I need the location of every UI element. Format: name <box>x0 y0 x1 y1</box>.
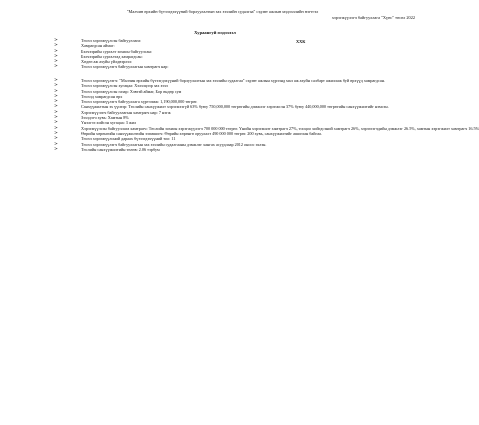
list-item: > Үнэлгээ хийсэн хугацаа: 3 жил <box>54 120 137 126</box>
list-item: > Бэлчээрийн сургалтад хамрагдсан: <box>54 53 143 59</box>
list-item: > Хэрэгжүүлсэн байгууллага хамтрагч: Төслийн зохион хэрэгжүүлэгч 700 000 000 төгрөг. Үнийн хэрэгжилт хамтрагч 27%, тооцоо хийгдсэний хамтрагч 26%, хэрэглэгчдийн дэмжлэг 26.5%, хамтын хэрэгжилт хамтрагч 16.5% <box>54 125 479 131</box>
details-list <box>54 78 479 152</box>
chevron-right-icon: > <box>54 64 58 70</box>
list-item: > Зээлдэгч хувь: Хамтын 8% <box>54 115 129 121</box>
organization-type: ХХК <box>296 39 306 44</box>
chevron-right-icon: > <box>54 130 58 136</box>
chevron-right-icon: > <box>54 109 58 115</box>
header-line-2: хэрэгжүүлэгч байгууллага "Хүнс" төсөл 2022 <box>331 15 415 21</box>
chevron-right-icon: > <box>54 141 58 147</box>
chevron-right-icon: > <box>54 104 58 110</box>
chevron-right-icon: > <box>54 115 58 121</box>
intro-list <box>54 38 384 70</box>
chevron-right-icon: > <box>54 83 58 89</box>
summary-title: Хураангуй мэдээлэл <box>194 30 236 35</box>
chevron-right-icon: > <box>54 78 58 83</box>
chevron-right-icon: > <box>54 99 58 105</box>
chevron-right-icon: > <box>54 38 58 43</box>
list-item: > Төсөл хэрэгжүүлсний дараах бүтээгдэхүүний тоо: 11 <box>54 136 176 142</box>
chevron-right-icon: > <box>54 136 58 142</box>
list-item: > Санхүүжилтын эх үүсвэр: Төслийн санхүүжилт хэрэгжээгүй 63% буюу 750,000,000 төгрөгийн дэмжлэг хэрэгжсэн 37% буюу 440,000,000 төгрөгийн санхүүжилтийг нэмсэн. <box>54 104 389 110</box>
list-item: > Төсөл хэрэгжүүлэгч байгууллагын зах зээлийн судалгааны дэмжлэг хангах асуудлаар 2012 оноос эхлэн. <box>54 141 267 147</box>
list-item: > Бэлчээрийн сургалт зохион байгуулсан: <box>54 48 152 54</box>
chevron-right-icon: > <box>54 43 58 49</box>
chevron-right-icon: > <box>54 125 58 131</box>
list-item: > Хамрагдсан аймаг: <box>54 43 115 49</box>
chevron-right-icon: > <box>54 53 58 59</box>
list-item: > Төсөл хэрэгжүүлсэн хугацаа: Хэлэлцээр зах зээл <box>54 83 168 89</box>
list-item: > Хэрэгжүүлэгч байгууллагын хамтрагч нар: 7 нэгж <box>54 109 171 115</box>
list-item: > Төсөлд хамрагдсан өрх <box>54 93 123 99</box>
list-item: > Төсөл хэрэгжүүлэгч: "Малчин өрхийн бүтээгдэхүүний борлуулалтын зах зээлийн судалгаа" сэдэвт ажлын хүрээнд мал аж ахуйн салбарт ажиллаж буй өрхүүд хамрагдсан. <box>54 78 386 83</box>
chevron-right-icon: > <box>54 93 58 99</box>
list-item: > Төсөл хэрэгжүүлэгч байгууллагын хамтрагч нар: <box>54 64 169 70</box>
chevron-right-icon: > <box>54 88 58 94</box>
list-item: > Хөдөө аж ахуйн үйлдвэрлэл: <box>54 59 133 65</box>
document-header <box>30 9 415 21</box>
chevron-right-icon: > <box>54 146 58 152</box>
chevron-right-icon: > <box>54 120 58 126</box>
list-item: > Төслийн санхүүжилтийн төлөв: 2.06 тэрбум <box>54 146 160 152</box>
chevron-right-icon: > <box>54 59 58 65</box>
header-line-1: "Малчин өрхийн бүтээгдэхүүний борлуулалтын зах зээлийн судалгаа" сэдэвт ажлын мэдээллийн нэгтгэл <box>126 9 319 14</box>
list-item: > Төсөл хэрэгжүүлсэн газар: Хэвтэй аймаг, Бор өндөр сум <box>54 88 182 94</box>
list-item: > Өөрийн хөрөнгийн санхүүжилтийн эзэмшигч: Өөрийн хөрөнгө оруулалт 490 000 000 төгрөг. 200 хувь, санхүүжилтийг ашиглан байгаа. <box>54 130 322 136</box>
list-item: > Төсөл хэрэгжүүлэгч байгууллага хүртээмж: 1,190,000,000 төгрөг. <box>54 99 198 105</box>
chevron-right-icon: > <box>54 48 58 54</box>
list-item: > Төсөл хэрэгжүүлсэн байгууллага: <box>54 38 142 43</box>
